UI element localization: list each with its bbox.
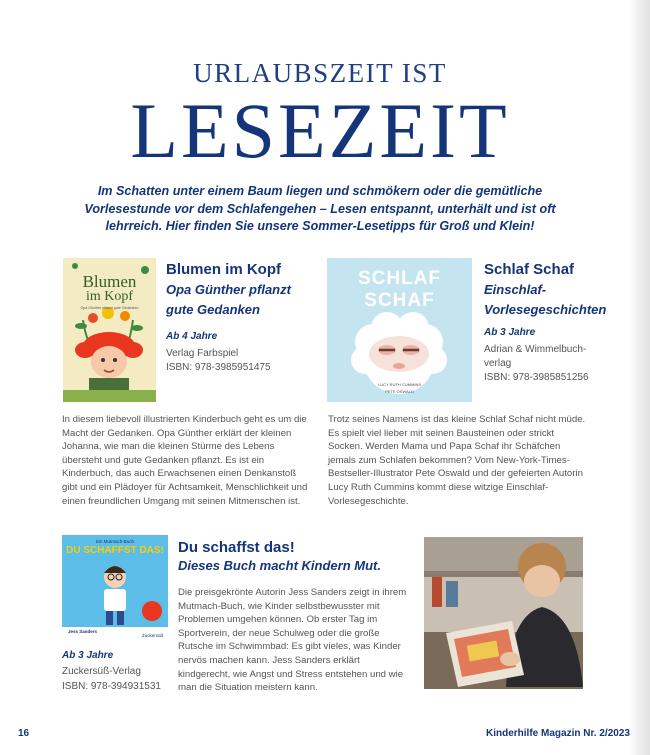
book-title-blumen: Blumen im Kopf [166,261,281,278]
book-subtitle-blumen-2: gute Gedanken [166,302,260,317]
book-publisher-schlaf-1: Adrian & Wimmelbuch- [484,344,587,355]
book-publisher-schlaf-2: verlag [484,358,512,369]
book-age-blumen: Ab 4 Jahre [166,331,218,342]
book-isbn-schlaf: ISBN: 978-3985851256 [484,372,589,383]
headline: LESEZEIT [130,87,510,174]
book-description-blumen: In diesem liebevoll illustrierten Kinderbuch geht es um die Macht der Gedanken. Opa Günther erklärt der kleinen Johanna, wie man die kleinen Stürme des Lebens übersteht und gute Gedanken pflanzt. Es ist ein Kinderbuch, das auch Erwachsenen einen Denkanstoß gibt und ein Plädoyer für Achtsamkeit, Menschlichkeit und einen freundlichen Umgang mit seinen Mitmenschen ist. [62,414,308,507]
page-number: 16 [18,728,30,739]
book-subtitle-blumen-1: Opa Günther pflanzt [166,282,291,297]
magazine-issue: Kinderhilfe Magazin Nr. 2/2023 [486,728,630,739]
book-cover-blumen-im-kopf [63,258,156,402]
book-description-schaffst: Die preisgekrönte Autorin Jess Sanders zeigt in ihrem Mutmach-Buch, wie Kinder selbstbewusster mit Problemen umgehen können. Ob erster Tag im Sportverein, der neue Schulweg oder die große Rutsche im Schwimmbad: Es gibt vieles, was Kinder nervös machen kann. Jess Sanders erklärt kindgerecht, wie Angst und Stress entstehen und wie man die Situation meistern kann. [178,587,407,694]
intro-text: Im Schatten unter einem Baum liegen und schmökern oder die gemütliche Vorlesestunde vor dem Schlafengehen – Lesen entspannt, unterhält und ist oft lehrreich. Hier finden Sie unsere Sommer-Lesetipps für Groß und Klein! [84,184,556,233]
schaf-cover-title: SCHLAF SCHAF [357,268,442,311]
schaf-cover-byline-1: LUCY RUTH CUMMINS [377,382,422,387]
blumen-cover-byline: Opa Günther pflanzt gute Gedanken [80,306,139,310]
book-subtitle-schlaf-2: Vorlesegeschichten [484,302,607,317]
schaffst-cover-title: DU SCHAFFST DAS! [66,545,164,556]
schaffst-cover-author: Jess Sanders [68,629,98,634]
blumen-cover-title-1: Blumen [82,272,137,291]
book-isbn-blumen: ISBN: 978-3985951475 [166,362,271,373]
book-subtitle-schlaf-1: Einschlaf- [484,282,547,297]
book-publisher-blumen: Verlag Farbspiel [166,348,239,359]
schaf-cover-byline-2: PETE OSWALD [385,389,414,394]
schaffst-cover-publisher: Zuckersüß [142,633,164,638]
book-publisher-schaffst: Zuckersüß-Verlag [62,666,141,677]
book-title-schlaf: Schlaf Schaf [484,261,575,278]
book-title-schaffst: Du schaffst das! [178,539,295,556]
book-age-schlaf: Ab 3 Jahre [484,327,536,338]
schaffst-cover-top: Ein Mutmach-Buch [95,539,134,544]
child-reading-illustration [424,537,583,689]
book-cover-schlaf-schaf [327,258,472,402]
book-subtitle-schaffst: Dieses Buch macht Kindern Mut. [178,558,381,573]
book-cover-du-schaffst-das [62,535,168,641]
book-description-schlaf: Trotz seines Namens ist das kleine Schlaf Schaf nicht müde. Es spielt viel lieber mit seinen Bausteinen oder strickt Socken. Werden Mama und Papa Schaf ihr Schäfchen jemals zum Schlafen bekommen? Vom New-York-Times-Bestseller-Illustrator Pete Oswald und der gefeierten Autorin Lucy Ruth Cummins kommt diese witzige Einschlaf-Vorlesegeschichte. [328,414,586,507]
headline-kicker: URLAUBSZEIT IST [193,58,447,88]
child-reading-photo [424,537,583,689]
book-isbn-schaffst: ISBN: 978-394931531 [62,681,161,692]
book-age-schaffst: Ab 3 Jahre [62,650,114,661]
blumen-cover-title-2: im Kopf [85,289,134,304]
